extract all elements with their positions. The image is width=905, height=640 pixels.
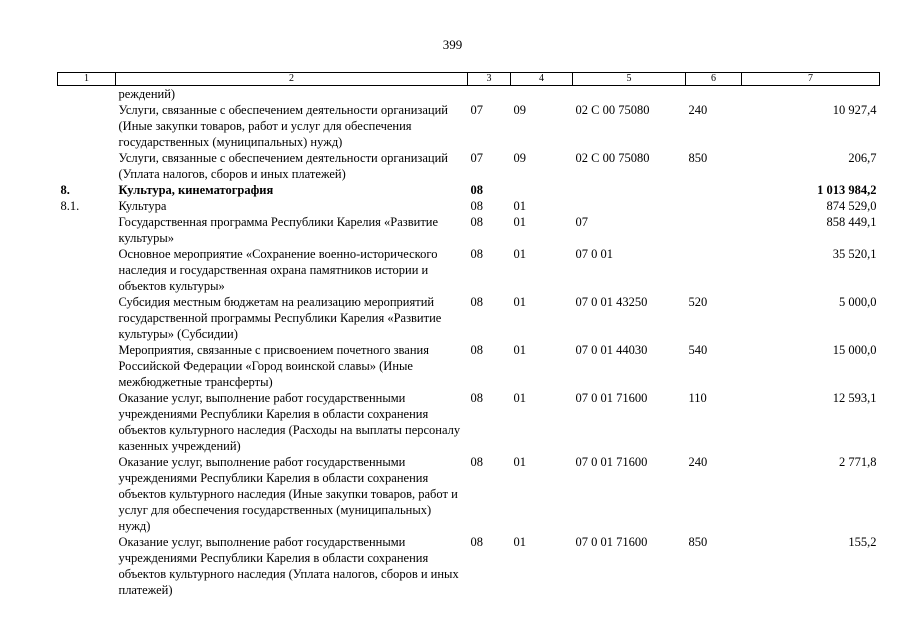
row-number — [58, 86, 116, 103]
row-number — [58, 102, 116, 150]
row-section-code: 07 — [470, 103, 483, 117]
row-expense-type: 240 — [688, 103, 708, 117]
row-amount: 206,7 — [848, 151, 877, 165]
table-row — [58, 246, 880, 294]
row-subsection-code: 01 — [513, 199, 526, 213]
row-amount: 858 449,1 — [826, 215, 877, 229]
row-subsection-code: 01 — [513, 391, 526, 405]
row-section-code: 08 — [470, 215, 483, 229]
row-expense-type — [686, 246, 742, 294]
table-row — [58, 454, 880, 534]
row-expense-type: 850 — [688, 535, 708, 549]
row-name: Государственная программа Республики Карелия «Развитие культуры» — [118, 215, 439, 245]
table-row — [58, 534, 880, 598]
row-target-code — [573, 86, 686, 103]
row-expense-type — [686, 198, 742, 214]
table-body — [58, 86, 880, 599]
row-name: Культура, кинематография — [118, 183, 274, 197]
row-target-code: 02 С 00 75080 — [575, 103, 650, 117]
row-number — [58, 150, 116, 182]
row-expense-type — [686, 214, 742, 246]
row-expense-type: 240 — [688, 455, 708, 469]
row-expense-type — [686, 86, 742, 103]
row-expense-type — [686, 182, 742, 198]
row-target-code: 07 0 01 71600 — [575, 391, 648, 405]
row-name: Услуги, связанные с обеспечением деятельности организаций (Иные закупки товаров, работ и услуг для обеспечения государственных (муниципальных) нужд) — [118, 103, 448, 149]
row-subsection-code — [511, 182, 573, 198]
row-subsection-code: 09 — [513, 151, 526, 165]
row-amount: 15 000,0 — [832, 343, 877, 357]
budget-table — [57, 72, 880, 598]
table-row — [58, 214, 880, 246]
row-section-code: 08 — [470, 391, 483, 405]
row-section-code: 08 — [470, 295, 483, 309]
row-number — [58, 294, 116, 342]
row-amount — [742, 86, 880, 103]
row-amount: 10 927,4 — [832, 103, 877, 117]
row-section-code: 08 — [470, 183, 483, 197]
row-section-code — [468, 86, 511, 103]
row-number: 8.1. — [60, 199, 80, 213]
row-number: 8. — [60, 183, 70, 197]
table-row — [58, 150, 880, 182]
row-target-code: 02 С 00 75080 — [575, 151, 650, 165]
row-name: Оказание услуг, выполнение работ государственными учреждениями Республики Карелия в области сохранения объектов культурного наследия (Уплата налогов, сборов и иных платежей) — [118, 535, 459, 597]
row-subsection-code: 01 — [513, 455, 526, 469]
row-target-code: 07 0 01 71600 — [575, 455, 648, 469]
table-row — [58, 294, 880, 342]
table-row — [58, 342, 880, 390]
row-section-code: 08 — [470, 455, 483, 469]
header-col-1: 1 — [58, 73, 116, 86]
row-target-code: 07 — [575, 215, 588, 229]
row-name: Услуги, связанные с обеспечением деятельности организаций (Уплата налогов, сборов и иных платежей) — [118, 151, 448, 181]
row-subsection-code: 09 — [513, 103, 526, 117]
row-amount: 2 771,8 — [839, 455, 877, 469]
row-amount: 155,2 — [848, 535, 877, 549]
row-section-code: 08 — [470, 343, 483, 357]
row-amount: 35 520,1 — [832, 247, 877, 261]
row-section-code: 08 — [470, 247, 483, 261]
row-number — [58, 214, 116, 246]
row-target-code — [573, 198, 686, 214]
header-row — [58, 73, 880, 86]
row-subsection-code: 01 — [513, 295, 526, 309]
header-col-7: 7 — [742, 73, 880, 86]
row-name: Оказание услуг, выполнение работ государственными учреждениями Республики Карелия в области сохранения объектов культурного наследия (Расходы на выплаты персоналу казенных учреждений) — [118, 391, 461, 453]
row-name: Мероприятия, связанные с присвоением почетного звания Российской Федерации «Город воинской славы» (Иные межбюджетные трансферты) — [118, 343, 429, 389]
row-target-code: 07 0 01 44030 — [575, 343, 648, 357]
row-name: Оказание услуг, выполнение работ государственными учреждениями Республики Карелия в области сохранения объектов культурного наследия (Иные закупки товаров, работ и услуг для обеспечения государственных (муниципальных) нужд) — [118, 455, 458, 533]
table-row — [58, 102, 880, 150]
row-subsection-code: 01 — [513, 215, 526, 229]
page-number: 399 — [442, 37, 463, 52]
row-subsection-code: 01 — [513, 343, 526, 357]
header-col-5: 5 — [573, 73, 686, 86]
row-subsection-code: 01 — [513, 247, 526, 261]
row-amount: 874 529,0 — [826, 199, 877, 213]
row-amount: 1 013 984,2 — [817, 183, 877, 197]
row-target-code — [573, 182, 686, 198]
row-number — [58, 534, 116, 598]
row-expense-type: 850 — [688, 151, 708, 165]
row-expense-type: 540 — [688, 343, 708, 357]
row-number — [58, 390, 116, 454]
header-col-4: 4 — [511, 73, 573, 86]
table-row — [58, 390, 880, 454]
header-col-2: 2 — [116, 73, 468, 86]
row-amount: 12 593,1 — [832, 391, 877, 405]
row-subsection-code: 01 — [513, 535, 526, 549]
row-expense-type: 520 — [688, 295, 708, 309]
row-section-code: 08 — [470, 199, 483, 213]
row-amount: 5 000,0 — [839, 295, 877, 309]
row-target-code: 07 0 01 43250 — [575, 295, 648, 309]
row-section-code: 08 — [470, 535, 483, 549]
row-name: реждений) — [118, 87, 176, 101]
row-number — [58, 246, 116, 294]
row-subsection-code — [511, 86, 573, 103]
row-name: Основное мероприятие «Сохранение военно-исторического наследия и государственная охрана памятников истории и объектов культуры» — [118, 247, 438, 293]
table-row — [58, 198, 880, 214]
row-target-code: 07 0 01 71600 — [575, 535, 648, 549]
row-name: Субсидия местным бюджетам на реализацию мероприятий государственной программы Республики Карелия «Развитие культуры» (Субсидии) — [118, 295, 442, 341]
row-expense-type: 110 — [688, 391, 707, 405]
row-target-code: 07 0 01 — [575, 247, 613, 261]
table-row — [58, 182, 880, 198]
header-col-3: 3 — [468, 73, 511, 86]
table-row — [58, 86, 880, 103]
row-name: Культура — [118, 199, 167, 213]
row-section-code: 07 — [470, 151, 483, 165]
row-number — [58, 342, 116, 390]
row-number — [58, 454, 116, 534]
header-col-6: 6 — [686, 73, 742, 86]
